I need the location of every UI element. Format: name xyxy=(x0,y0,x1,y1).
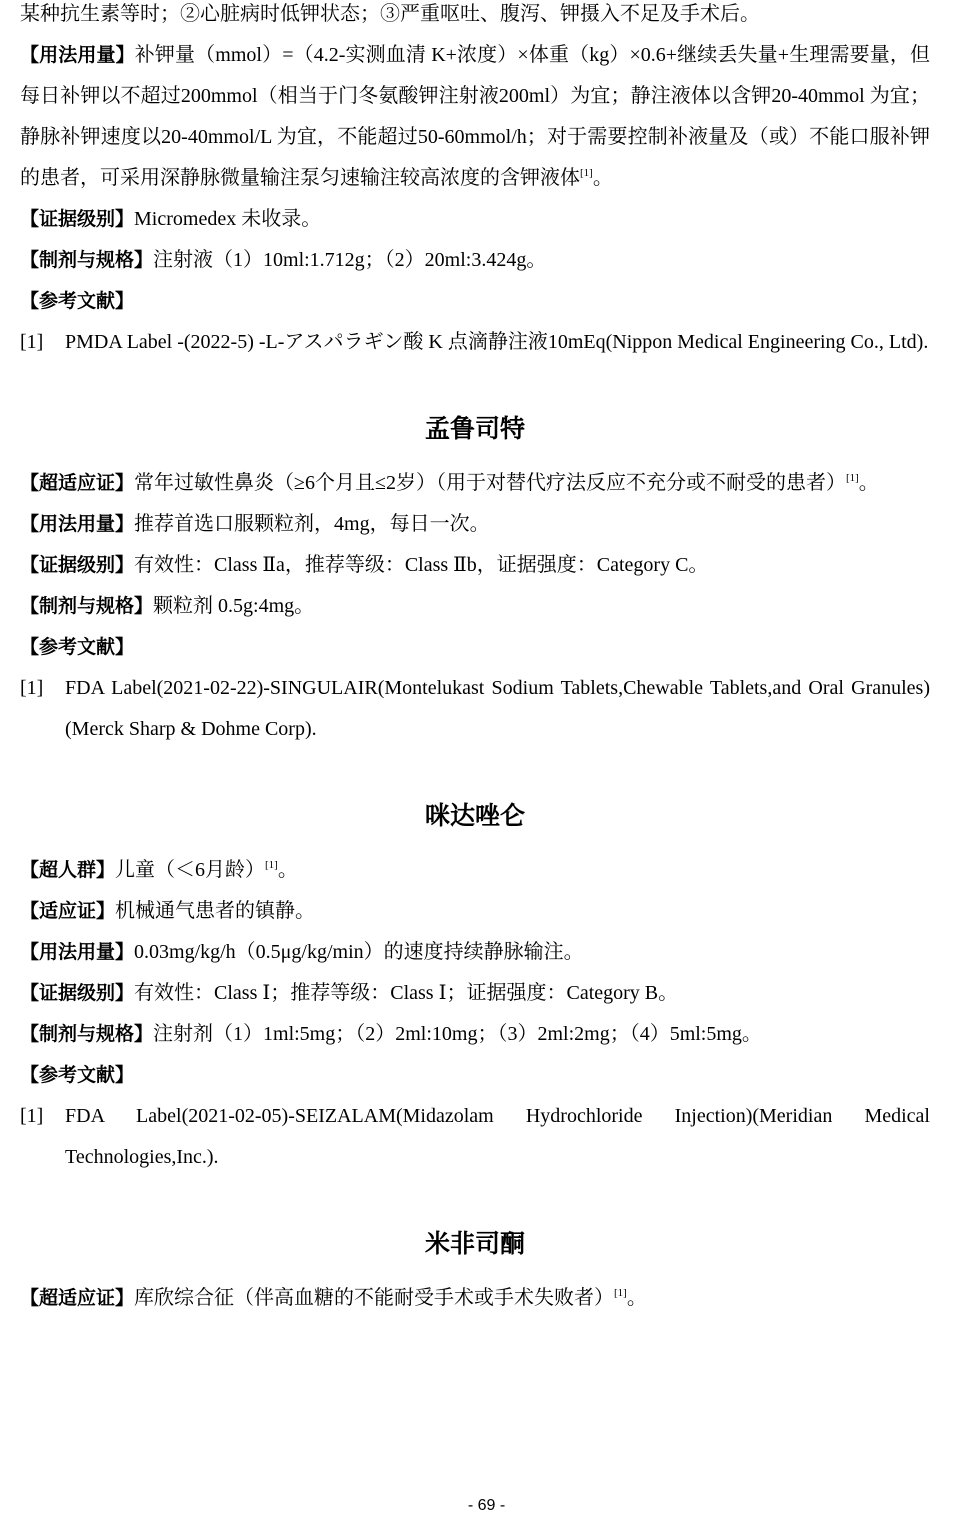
evidence-text: 有效性：Class Ⅱa，推荐等级：Class Ⅱb，证据强度：Category C。 xyxy=(134,554,709,576)
reference-text: FDA Label(2021-02-05)-SEIZALAM(Midazolam Hydrochloride Injection)(Meridian Medical Technologies,Inc.). xyxy=(65,1105,930,1168)
references-label: 【参考文献】 xyxy=(20,1064,135,1086)
evidence-label: 【证据级别】 xyxy=(20,208,135,230)
reference-item xyxy=(20,1096,930,1178)
document-page xyxy=(20,0,930,1319)
dosage-end: 。 xyxy=(592,167,613,189)
indication-text: 库欣综合征（伴高血糖的不能耐受手术或手术失败者） xyxy=(134,1287,615,1309)
citation-marker: [1] xyxy=(580,167,593,179)
spec-paragraph xyxy=(20,586,930,627)
indication-paragraph xyxy=(20,1278,930,1319)
dosage-label: 【用法用量】 xyxy=(20,941,135,963)
spec-text: 注射液（1）10ml:1.712g；（2）20ml:3.424g。 xyxy=(153,249,547,271)
drug-title: 米非司酮 xyxy=(424,1229,525,1258)
dosage-paragraph xyxy=(20,504,930,545)
evidence-paragraph xyxy=(20,199,930,240)
indication-label: 【适应证】 xyxy=(20,900,116,922)
spec-text: 颗粒剂 0.5g:4mg。 xyxy=(153,595,315,617)
evidence-label: 【证据级别】 xyxy=(20,554,135,576)
reference-text: PMDA Label -(2022-5) -L-アスパラギン酸 K 点滴静注液10mEq(Nippon Medical Engineering Co., Ltd). xyxy=(65,331,929,353)
spec-text: 注射剂（1）1ml:5mg；（2）2ml:10mg；（3）2ml:2mg；（4）5ml:5mg。 xyxy=(153,1023,762,1045)
page-number: - 69 - xyxy=(467,1497,506,1514)
evidence-paragraph xyxy=(20,545,930,586)
spec-paragraph xyxy=(20,240,930,281)
population-text: 儿童（＜6月龄） xyxy=(115,859,266,881)
intro-text: 某种抗生素等时；②心脏病时低钾状态；③严重呕吐、腹泻、钾摄入不足及手术后。 xyxy=(20,3,760,25)
indication-paragraph xyxy=(20,463,930,504)
indication-text: 机械通气患者的镇静。 xyxy=(115,900,316,922)
indication-end: 。 xyxy=(626,1287,647,1309)
references-label: 【参考文献】 xyxy=(20,290,135,312)
dosage-text: 推荐首选口服颗粒剂，4mg，每日一次。 xyxy=(134,513,490,535)
dosage-label: 【用法用量】 xyxy=(20,513,135,535)
dosage-text: 补钾量（mmol）=（4.2-实测血清 K+浓度）×体重（kg）×0.6+继续丢失量+生理需要量，但每日补钾以不超过200mmol（相当于门冬氨酸钾注射液200ml）为宜；静注液体以含钾20-40mmol 为宜；静脉补钾速度以20-40mmol/L 为宜，不能超过50-60mmol/h；对于需要控制补液量及（或）不能口服补钾的患者，可采用深静脉微量输注泵匀速输注较高浓度的含钾液体 xyxy=(20,44,930,189)
reference-item xyxy=(20,668,930,750)
references-label: 【参考文献】 xyxy=(20,636,135,658)
drug-section-montelukast xyxy=(20,409,930,750)
drug-title: 咪达唑仑 xyxy=(424,801,525,830)
reference-number: [1] xyxy=(20,677,44,699)
reference-text: FDA Label(2021-02-22)-SINGULAIR(Montelukast Sodium Tablets,Chewable Tablets,and Oral Granules)(Merck Sharp & Dohme Corp). xyxy=(65,677,930,740)
drug-section-mifepristone xyxy=(20,1224,930,1319)
indication-label: 【超适应证】 xyxy=(20,472,135,494)
indication-end: 。 xyxy=(858,472,879,494)
indication-text: 常年过敏性鼻炎（≥6个月且≤2岁）（用于对替代疗法反应不充分或不耐受的患者） xyxy=(134,472,846,494)
dosage-paragraph xyxy=(20,932,930,973)
evidence-text: 有效性：Class Ⅰ；推荐等级：Class Ⅰ；证据强度：Category B。 xyxy=(134,982,679,1004)
indication-label: 【超适应证】 xyxy=(20,1287,135,1309)
references-heading xyxy=(20,281,930,322)
population-end: 。 xyxy=(277,859,298,881)
indication-paragraph xyxy=(20,891,930,932)
drug-title: 孟鲁司特 xyxy=(424,414,525,443)
dosage-paragraph xyxy=(20,35,930,199)
continuation-section xyxy=(20,0,930,363)
dosage-text: 0.03mg/kg/h（0.5μg/kg/min）的速度持续静脉输注。 xyxy=(134,941,584,963)
reference-number: [1] xyxy=(20,1105,44,1127)
dosage-label: 【用法用量】 xyxy=(20,44,135,66)
reference-number: [1] xyxy=(20,331,44,353)
population-paragraph xyxy=(20,850,930,891)
references-heading xyxy=(20,627,930,668)
evidence-paragraph xyxy=(20,973,930,1014)
drug-section-midazolam xyxy=(20,796,930,1178)
spec-paragraph xyxy=(20,1014,930,1055)
citation-marker: [1] xyxy=(614,1287,627,1299)
references-heading xyxy=(20,1055,930,1096)
citation-marker: [1] xyxy=(845,472,859,484)
evidence-label: 【证据级别】 xyxy=(20,982,135,1004)
spec-label: 【制剂与规格】 xyxy=(20,1023,154,1045)
spec-label: 【制剂与规格】 xyxy=(20,249,154,271)
evidence-text: Micromedex 未收录。 xyxy=(134,208,322,230)
citation-marker: [1] xyxy=(265,859,278,871)
population-label: 【超人群】 xyxy=(20,859,116,881)
reference-item xyxy=(20,322,930,363)
spec-label: 【制剂与规格】 xyxy=(20,595,154,617)
